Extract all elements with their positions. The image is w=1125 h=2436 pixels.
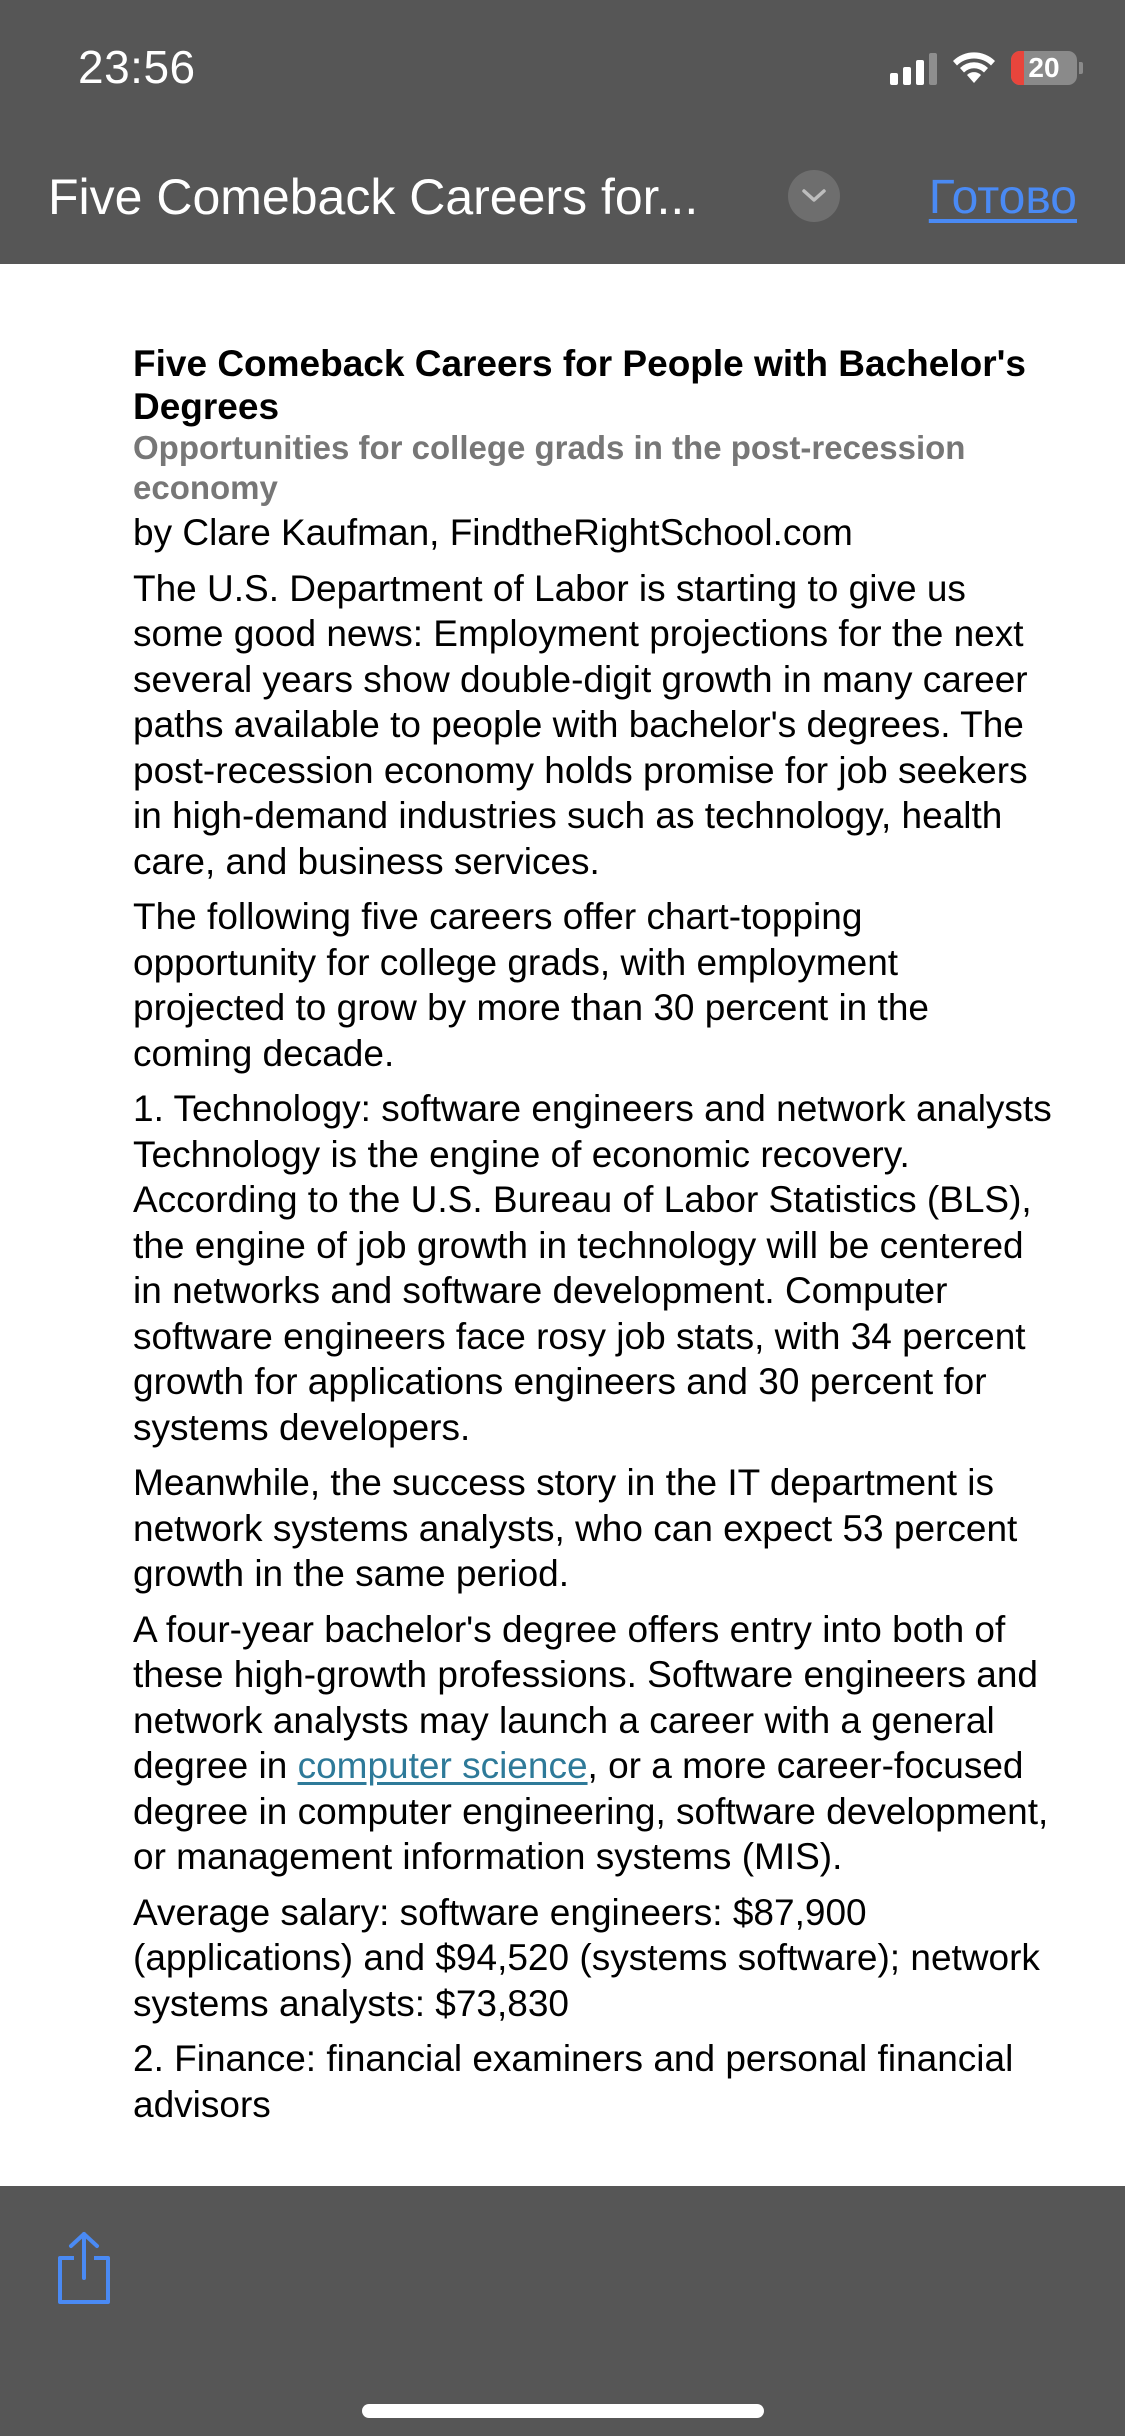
text: , or a more career-focused degree in computer engineering, software development, or management information systems (MIS). bbox=[133, 1745, 1049, 1877]
paragraph bbox=[133, 1607, 1053, 1880]
battery-percent: 20 bbox=[1028, 52, 1060, 83]
status-icons bbox=[890, 48, 1083, 88]
share-icon[interactable] bbox=[52, 2230, 116, 2306]
paragraph: Technology is the engine of economic recovery. According to the U.S. Bureau of Labor Statistics (BLS), the engine of job growth in technology will be centered in networks and software development. Computer software engineers face rosy job stats, with 34 percent growth for applications engineers and 30 percent for systems developers. bbox=[133, 1133, 1032, 1448]
article bbox=[133, 342, 1053, 2127]
status-time: 23:56 bbox=[78, 41, 196, 93]
battery-icon bbox=[1011, 51, 1083, 85]
paragraph: Meanwhile, the success story in the IT department is network systems analysts, who can expect 53 percent growth in the same period. bbox=[133, 1462, 1018, 1594]
paragraph: Average salary: software engineers: $87,900 (applications) and $94,520 (systems software); network systems analysts: $73,830 bbox=[133, 1891, 1040, 2024]
section-heading: 2. Finance: financial examiners and personal financial advisors bbox=[133, 2038, 1014, 2125]
article-subtitle: Opportunities for college grads in the post-recession economy bbox=[133, 429, 966, 506]
wifi-icon bbox=[951, 51, 997, 85]
computer-science-link[interactable]: computer science bbox=[297, 1745, 588, 1786]
article-title: Five Comeback Careers for People with Bachelor's Degrees bbox=[133, 343, 1027, 427]
section-heading: 1. Technology: software engineers and network analysts bbox=[133, 1088, 1052, 1129]
article-byline: by Clare Kaufman, FindtheRightSchool.com bbox=[133, 512, 853, 553]
home-indicator[interactable] bbox=[362, 2404, 764, 2418]
paragraph: The following five careers offer chart-topping opportunity for college grads, with employment projected to grow by more than 30 percent in the coming decade. bbox=[133, 896, 929, 1074]
page-title[interactable]: Five Comeback Careers for... bbox=[48, 169, 699, 225]
text: A four-year bachelor's degree offers entry into both of these high-growth professions. Software engineers and network analysts may launch a career with a general degree in bbox=[133, 1608, 1038, 1786]
reader-content[interactable] bbox=[0, 264, 1125, 2186]
done-button[interactable]: Готово bbox=[928, 171, 1077, 224]
paragraph: The U.S. Department of Labor is starting to give us some good news: Employment projections for the next several years show double-digit growth in many career paths available to people with bachelor's degrees. The post-recession economy holds promise for job seekers in high-demand industries such as technology, health care, and business services. bbox=[133, 567, 1028, 882]
status-bar bbox=[0, 0, 1125, 130]
nav-bar bbox=[0, 130, 1125, 264]
bottom-toolbar bbox=[0, 2186, 1125, 2436]
chevron-down-icon[interactable] bbox=[788, 170, 840, 222]
cellular-signal-icon bbox=[890, 51, 937, 85]
